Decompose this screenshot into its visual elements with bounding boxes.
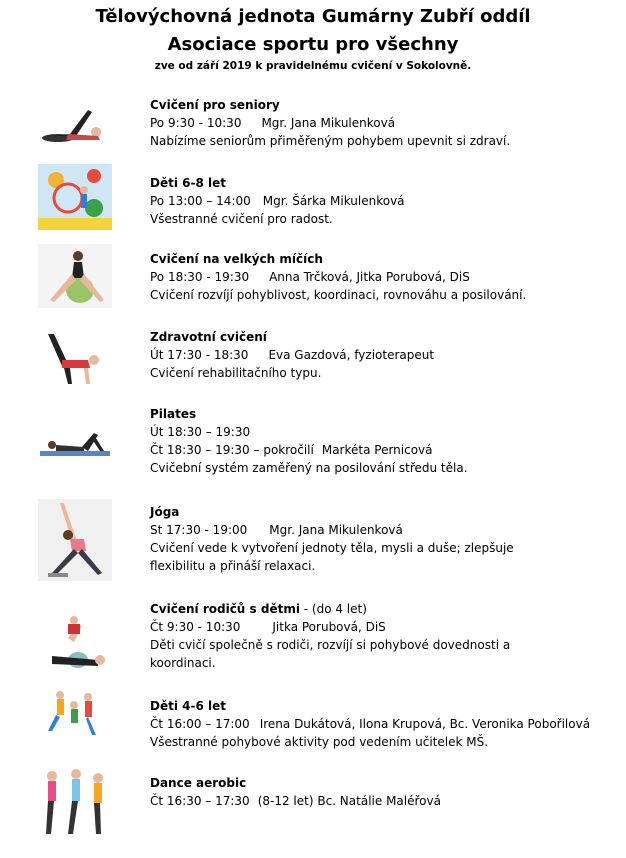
class-instructor: Irena Dukátová, Ilona Krupová, Bc. Veronika Pobořilová [259, 717, 591, 731]
class-name: Děti 6-8 let [150, 176, 226, 190]
class-name: Cvičení pro seniory [150, 98, 280, 112]
class-instructor: Markéta Pernicová [321, 443, 433, 457]
class-time: Út 18:30 – 19:30 [150, 425, 251, 439]
class-schedule [150, 268, 620, 286]
entry-text [150, 96, 620, 150]
class-time: Čt 16:30 – 17:30 [150, 794, 250, 808]
entry-text [150, 328, 620, 382]
entry-text [150, 600, 620, 672]
class-schedule [150, 346, 620, 364]
class-name: Zdravotní cvičení [150, 330, 267, 344]
class-name: Jóga [150, 505, 180, 519]
pilates-photo [38, 425, 112, 459]
class-time: St 17:30 - 19:00 [150, 523, 248, 537]
class-description: Cvičební systém zaměřený na posilování středu těla. [150, 461, 468, 475]
class-instructor: (8-12 let) Bc. Natálie Maléřová [257, 794, 441, 808]
class-schedule [150, 114, 620, 132]
class-time: Čt 16:00 – 17:00 [150, 717, 250, 731]
children-gym-photo [38, 164, 112, 230]
class-description: Děti cvičí společně s rodiči, rozvíjí si pohybové dovednosti a koordinaci. [150, 638, 511, 670]
class-description: Cvičení rozvíjí pohyblivost, koordinaci, rovnováhu a posilování. [150, 288, 527, 302]
class-age-range: - (do 4 let) [299, 602, 367, 616]
class-time: Út 17:30 - 18:30 [150, 348, 249, 362]
seniors-exercise-photo [38, 98, 112, 148]
fitball-exercise-photo [38, 244, 112, 308]
entry-text [150, 250, 620, 304]
class-time: Po 18:30 - 19:30 [150, 270, 250, 284]
entry-text [150, 503, 620, 575]
dance-aerobic-photo [38, 764, 112, 840]
class-description: Cvičení vede k vytvoření jednoty těla, mysli a duše; zlepšuje flexibilitu a přináší relaxaci. [150, 541, 514, 573]
entry-text [150, 697, 620, 751]
class-instructor: Eva Gazdová, fyzioterapeut [268, 348, 435, 362]
class-name: Pilates [150, 407, 197, 421]
class-name: Děti 4-6 let [150, 699, 226, 713]
association-title: Asociace sportu pro všechny [167, 34, 459, 55]
club-name-title: Tělovýchovná jednota Gumárny Zubří oddíl [95, 6, 531, 27]
class-instructor: Mgr. Jana Mikulenková [261, 116, 396, 130]
kids-jumping-photo [38, 685, 112, 747]
class-description: Nabízíme seniorům přiměřeným pohybem upevnit si zdraví. [150, 134, 511, 148]
class-description: Cvičení rehabilitačního typu. [150, 366, 322, 380]
class-instructor: Anna Trčková, Jitka Porubová, DiS [269, 270, 470, 284]
class-instructor: Jitka Porubová, DiS [272, 620, 386, 634]
class-name: Cvičení rodičů s dětmi [150, 602, 300, 616]
class-time-advanced: Čt 18:30 – 19:30 – pokročilí [150, 443, 314, 457]
class-description: Všestranné pohybové aktivity pod vedením učitelek MŠ. [150, 735, 489, 749]
class-schedule [150, 192, 620, 210]
entry-text [150, 774, 620, 810]
invitation-subtitle: zve od září 2019 k pravidelnému cvičení v Sokolovně. [154, 60, 472, 72]
health-exercise-photo [38, 330, 112, 388]
class-schedule [150, 715, 620, 733]
class-instructor: Mgr. Jana Mikulenková [269, 523, 403, 537]
class-time: Po 9:30 - 10:30 [150, 116, 242, 130]
class-name: Dance aerobic [150, 776, 247, 790]
class-instructor: Mgr. Šárka Mikulenková [262, 194, 405, 208]
class-time: Čt 9:30 - 10:30 [150, 620, 241, 634]
entry-text [150, 174, 620, 228]
class-schedule [150, 792, 620, 810]
class-schedule [150, 618, 620, 636]
entry-text [150, 405, 620, 477]
class-description: Všestranné cvičení pro radost. [150, 212, 333, 226]
class-title-line [150, 600, 620, 618]
class-schedule [150, 441, 620, 459]
class-time: Po 13:00 – 14:00 [150, 194, 251, 208]
class-name: Cvičení na velkých míčích [150, 252, 323, 266]
parents-children-photo [38, 610, 112, 672]
class-schedule [150, 521, 620, 539]
yoga-photo [38, 499, 112, 581]
